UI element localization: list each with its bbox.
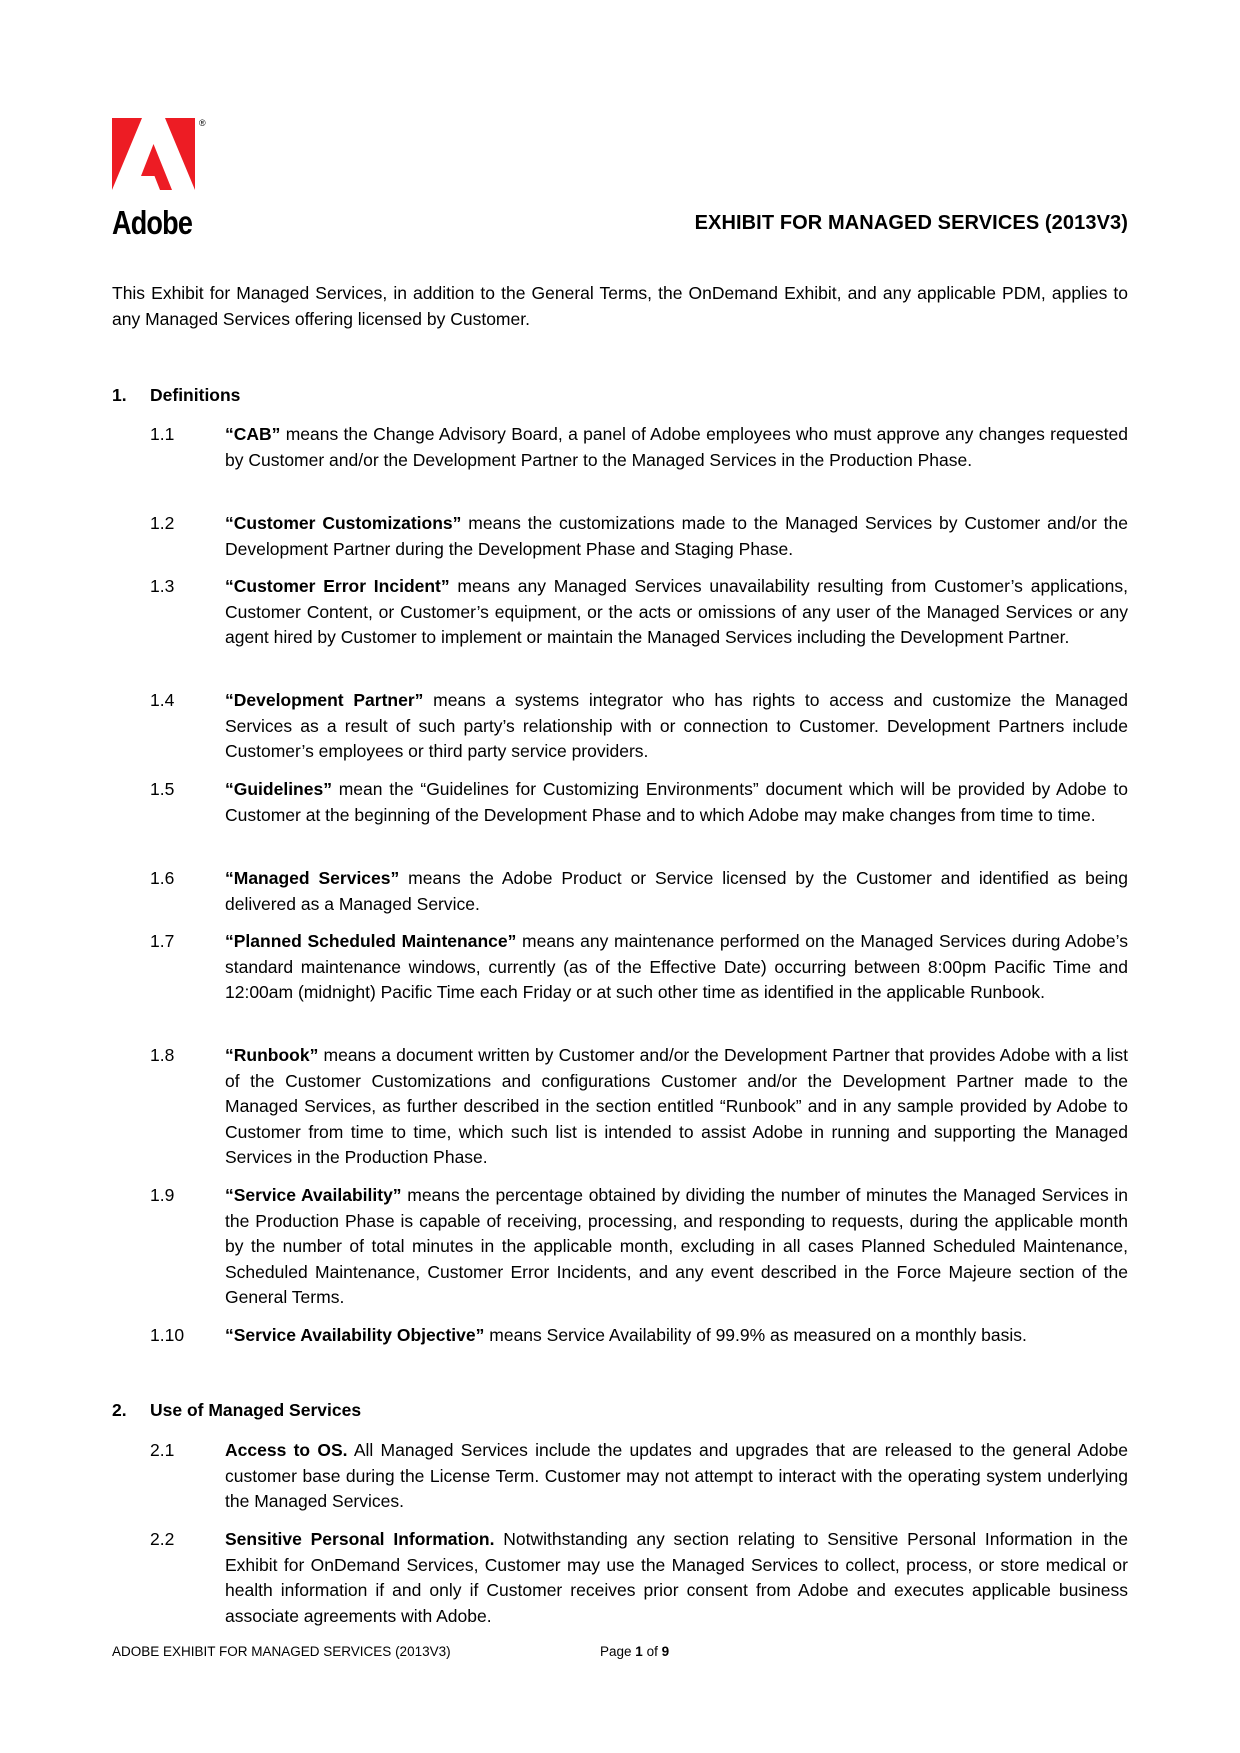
clause-number: 1.10 — [150, 1325, 185, 1345]
clause-term: “Service Availability Objective” — [225, 1325, 485, 1345]
clause-term: Sensitive Personal Information. — [225, 1529, 495, 1549]
clause-number: 1.4 — [150, 690, 175, 710]
clause-text: means the Change Advisory Board, a panel of Adobe employees who must approve any changes requested by Customer and/or the Development Partner to the Managed Services in the Production Phase. — [225, 424, 1128, 470]
clause — [150, 574, 1128, 651]
clause-term: “Customer Customizations” — [225, 513, 462, 533]
clause-text: means the percentage obtained by dividing the number of minutes the Managed Services in the Production Phase is capable of receiving, processing, and responding to requests, during the applicable month by the number of total minutes in the applicable month, excluding in all cases Planned Scheduled Maintenance, Scheduled Maintenance, Customer Error Incidents, and any event described in the Force Majeure section of the General Terms. — [225, 1185, 1128, 1307]
clause-number: 2.1 — [150, 1440, 175, 1460]
svg-text:®: ® — [199, 118, 206, 128]
clause-text: means Service Availability of 99.9% as measured on a monthly basis. — [484, 1325, 1027, 1345]
clause-text: mean the “Guidelines for Customizing Environments” document which will be provided by Adobe to Customer at the beginning of the Development Phase and to which Adobe may make changes from time to time. — [225, 779, 1128, 825]
clause — [150, 1323, 1128, 1349]
clause-number: 2.2 — [150, 1529, 175, 1549]
clause-term: “Service Availability” — [225, 1185, 402, 1205]
clause-text: Notwithstanding any section relating to Sensitive Personal Information in the Exhibit for OnDemand Services, Customer may use the Managed Services to collect, process, or store medical or health information if and only if Customer receives prior consent from Adobe and executes applicable business associate agreements with Adobe. — [225, 1529, 1128, 1626]
clause-term: Access to OS. — [225, 1440, 348, 1460]
clause-term: “Planned Scheduled Maintenance” — [225, 931, 517, 951]
clause-text: All Managed Services include the updates and upgrades that are released to the general Adobe customer base during the License Term. Customer may not attempt to interact with the operating system underlying the Managed Services. — [225, 1440, 1128, 1511]
clause-text: means the Adobe Product or Service licensed by the Customer and identified as being delivered as a Managed Service. — [225, 868, 1128, 914]
clause — [150, 511, 1128, 562]
section-heading: 2. Use of Managed Services — [112, 1400, 362, 1420]
clause-text: means a systems integrator who has rights to access and customize the Managed Services as a result of such party’s relationship with or connection to Customer. Development Partners include Customer’s employees or third party service providers. — [225, 690, 1128, 761]
clause-number: 1.8 — [150, 1045, 175, 1065]
clause-text: means any Managed Services unavailability resulting from Customer’s applications, Customer Content, or Customer’s equipment, or the acts or omissions of any user of the Managed Services or any agent hired by Customer to implement or maintain the Managed Services including the Development Partner. — [225, 576, 1128, 647]
clause — [150, 422, 1128, 473]
clause — [150, 929, 1128, 1006]
clause-term: “CAB” — [225, 424, 281, 444]
clause-number: 1.1 — [150, 424, 175, 444]
page-number: Page 1 of 9 — [600, 1644, 670, 1659]
clause-number: 1.3 — [150, 576, 175, 596]
clause — [150, 1527, 1128, 1629]
clause-text: means a document written by Customer and/or the Development Partner that provides Adobe with a list of the Customer Customizations and configurations Customer and/or the Development Partner made to the Managed Services, as further described in the section entitled “Runbook” and in any sample provided by Adobe to Customer from time to time, which such list is intended to assist Adobe in running and supporting the Managed Services in the Production Phase. — [225, 1045, 1128, 1167]
intro-paragraph: This Exhibit for Managed Services, in addition to the General Terms, the OnDemand Exhibit, and any applicable PDM, applies to any Managed Services offering licensed by Customer. — [112, 283, 1128, 329]
clause-text: means any maintenance performed on the Managed Services during Adobe’s standard maintenance windows, currently (as of the Effective Date) occurring between 8:00pm Pacific Time and 12:00am (midnight) Pacific Time each Friday or at such other time as identified in the applicable Runbook. — [225, 931, 1128, 1002]
clause-number: 1.2 — [150, 513, 175, 533]
clause — [150, 866, 1128, 917]
clause — [150, 688, 1128, 765]
clause — [150, 1043, 1128, 1171]
section-heading: 1. Definitions — [112, 385, 241, 405]
clause — [150, 1183, 1128, 1311]
clause-term: “Customer Error Incident” — [225, 576, 450, 596]
clause-number: 1.6 — [150, 868, 175, 888]
clause-term: “Development Partner” — [225, 690, 424, 710]
clause-number: 1.5 — [150, 779, 175, 799]
document-title: EXHIBIT FOR MANAGED SERVICES (2013V3) — [694, 212, 1128, 234]
clause-number: 1.9 — [150, 1185, 175, 1205]
clause-term: “Guidelines” — [225, 779, 332, 799]
clause — [150, 777, 1128, 828]
adobe-wordmark: Adobe — [112, 204, 193, 241]
clause-term: “Managed Services” — [225, 868, 400, 888]
page-footer — [112, 1644, 1128, 1659]
adobe-logo-icon — [112, 118, 208, 202]
adobe-logo — [112, 118, 208, 240]
clause-text: means the customizations made to the Managed Services by Customer and/or the Development Partner during the Development Phase and Staging Phase. — [225, 513, 1129, 559]
footer-title: ADOBE EXHIBIT FOR MANAGED SERVICES (2013V3) — [112, 1644, 451, 1659]
clause-term: “Runbook” — [225, 1045, 319, 1065]
clause — [150, 1438, 1128, 1515]
clause-number: 1.7 — [150, 931, 175, 951]
